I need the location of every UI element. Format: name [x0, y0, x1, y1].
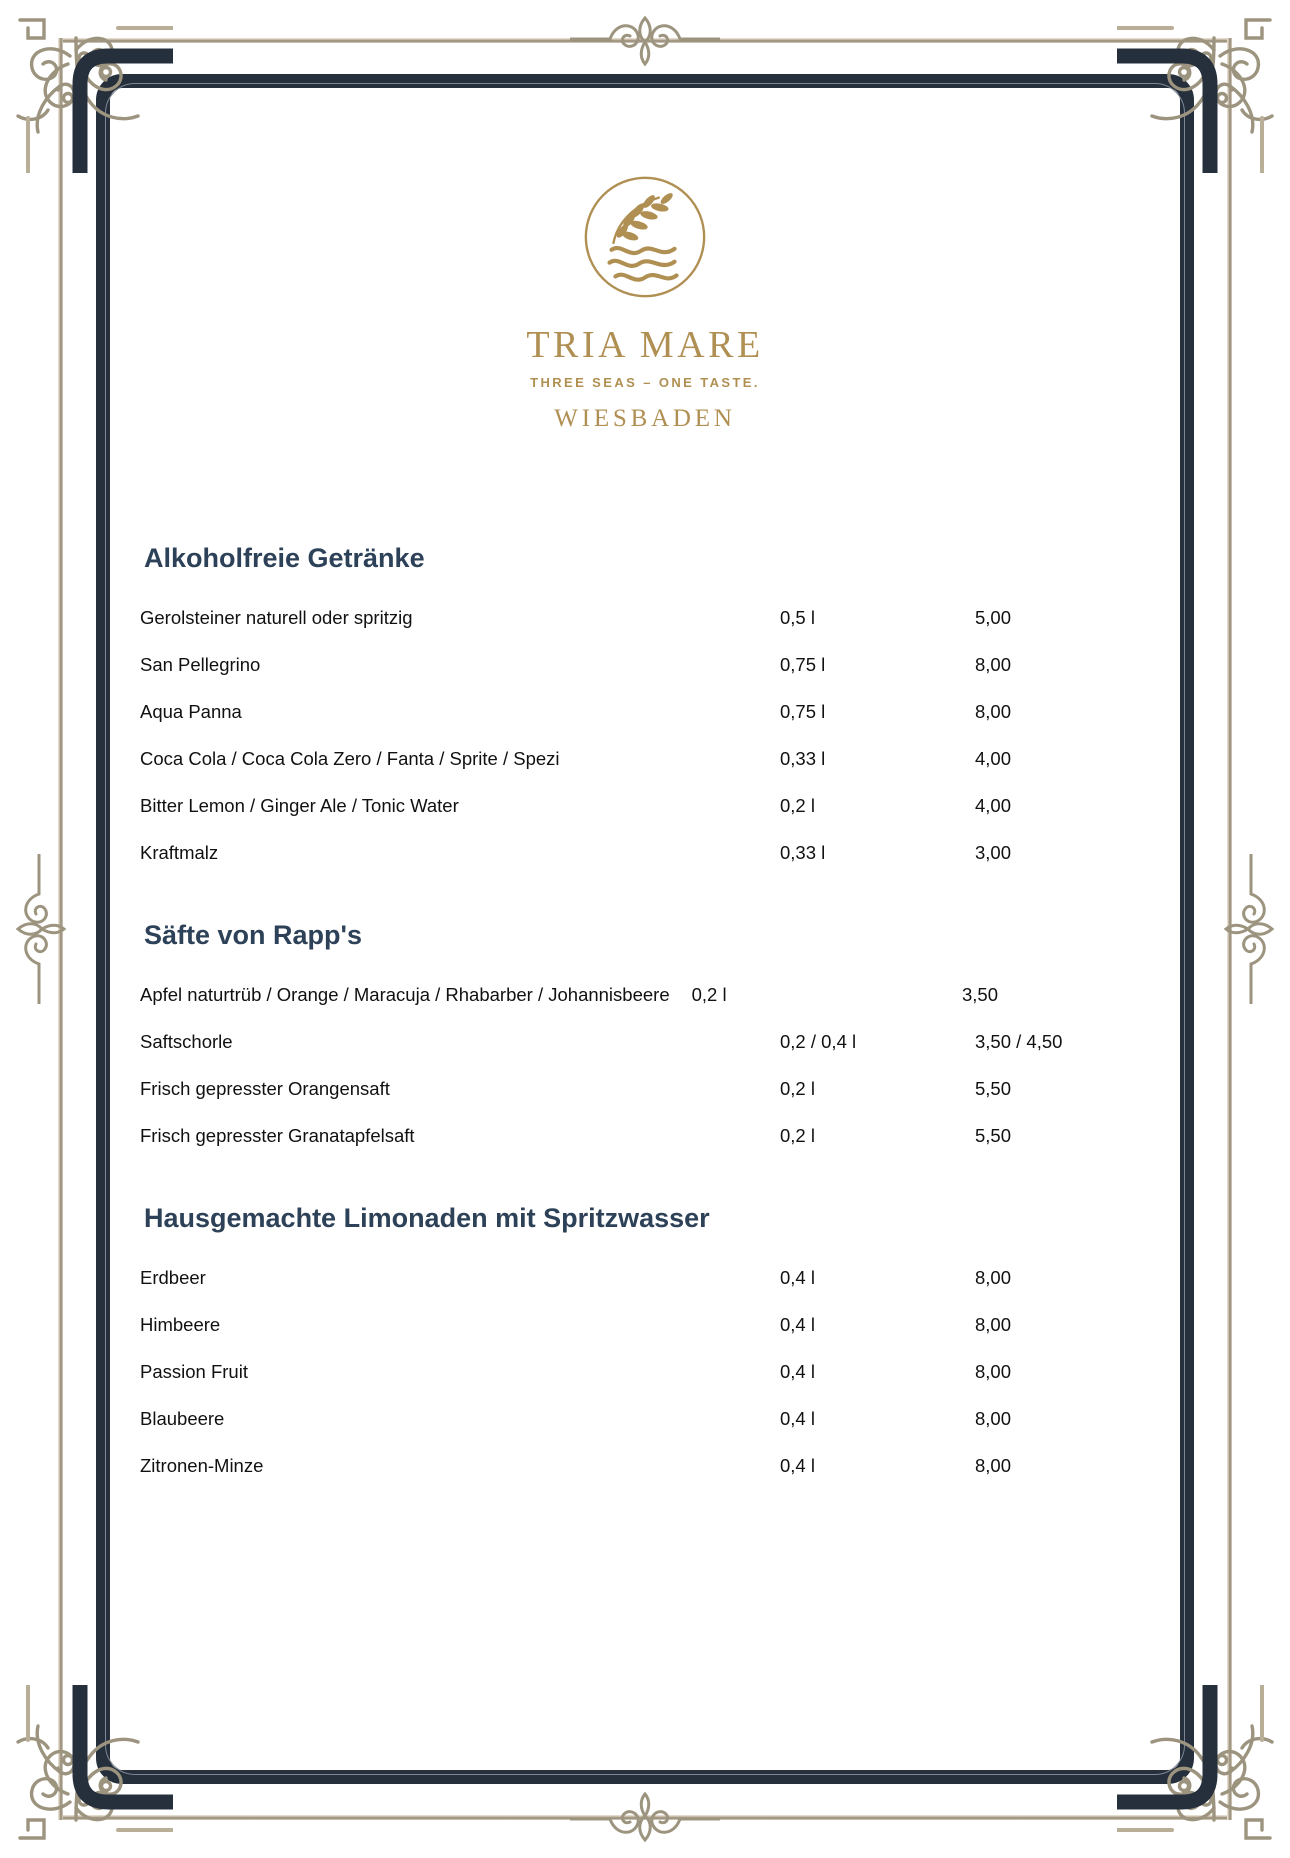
- menu-item-volume: 0,4 l: [780, 1360, 815, 1382]
- menu-item-list: [140, 971, 1150, 1159]
- menu-item-name: Frisch gepresster Granatapfelsaft: [140, 1124, 415, 1146]
- menu-item-row: [140, 594, 1150, 641]
- menu-item-volume: 0,5 l: [780, 606, 815, 628]
- menu-item-row: [140, 1018, 1150, 1065]
- menu-content: [140, 120, 1150, 1738]
- menu-item-row: [140, 1395, 1150, 1442]
- menu-item-row: [140, 1301, 1150, 1348]
- menu-item-row: [140, 688, 1150, 735]
- menu-sections: [140, 543, 1150, 1489]
- menu-item-row: [140, 1065, 1150, 1112]
- menu-item-row: [140, 782, 1150, 829]
- menu-item-volume: 0,2 l: [780, 794, 815, 816]
- brand-header: [140, 120, 1150, 433]
- menu-item-name: Apfel naturtrüb / Orange / Maracuja / Rhabarber / Johannisbeere: [140, 983, 670, 1005]
- section-title: Säfte von Rapp's: [144, 920, 362, 950]
- ornament-right-icon: [1220, 854, 1282, 1004]
- menu-item-row: [140, 641, 1150, 688]
- menu-item-volume: 0,75 l: [780, 700, 826, 722]
- menu-item-volume: 0,4 l: [780, 1454, 815, 1476]
- menu-item-name: Bitter Lemon / Ginger Ale / Tonic Water: [140, 794, 459, 816]
- menu-item-volume: 0,2 l: [691, 983, 727, 1005]
- menu-item-volume: 0,2 / 0,4 l: [780, 1030, 857, 1052]
- brand-city: WIESBADEN: [554, 405, 736, 432]
- menu-item-price: 8,00: [975, 1266, 1012, 1288]
- menu-item-name: Gerolsteiner naturell oder spritzig: [140, 606, 413, 628]
- menu-item-price: 5,50: [975, 1124, 1012, 1146]
- menu-section: [140, 543, 1150, 876]
- menu-item-price: 3,50: [961, 983, 998, 1005]
- menu-item-price: 8,00: [975, 653, 1012, 675]
- menu-item-name: Zitronen-Minze: [140, 1454, 264, 1476]
- menu-item-price: 3,00: [975, 841, 1012, 863]
- menu-item-name: Passion Fruit: [140, 1360, 248, 1382]
- menu-item-price: 8,00: [975, 700, 1012, 722]
- menu-item-volume: 0,4 l: [780, 1313, 815, 1335]
- menu-item-name: Saftschorle: [140, 1030, 233, 1052]
- menu-item-volume: 0,4 l: [780, 1407, 815, 1429]
- menu-item-row: [140, 1112, 1150, 1159]
- menu-item-price: 5,00: [975, 606, 1012, 628]
- menu-section: [140, 1203, 1150, 1489]
- menu-item-price: 4,00: [975, 747, 1012, 769]
- menu-item-price: 8,00: [975, 1454, 1012, 1476]
- menu-item-name: Frisch gepresster Orangensaft: [140, 1077, 390, 1099]
- section-title: Alkoholfreie Getränke: [144, 543, 425, 573]
- menu-item-name: Aqua Panna: [140, 700, 242, 722]
- menu-item-list: [140, 594, 1150, 876]
- menu-item-volume: 0,2 l: [780, 1077, 815, 1099]
- menu-item-volume: 0,4 l: [780, 1266, 815, 1288]
- menu-item-price: 8,00: [975, 1360, 1012, 1382]
- menu-item-name: Kraftmalz: [140, 841, 219, 863]
- ornament-bottom-icon: [570, 1788, 720, 1850]
- menu-item-price: 8,00: [975, 1313, 1012, 1335]
- menu-item-volume: 0,33 l: [780, 747, 826, 769]
- menu-item-name: Erdbeer: [140, 1266, 206, 1288]
- menu-item-volume: 0,2 l: [780, 1124, 815, 1146]
- menu-item-row: [140, 829, 1150, 876]
- brand-name: TRIA MARE: [526, 324, 764, 366]
- menu-item-price: 3,50 / 4,50: [975, 1030, 1063, 1052]
- ornament-top-icon: [570, 8, 720, 70]
- menu-item-price: 5,50: [975, 1077, 1012, 1099]
- menu-item-row: [140, 735, 1150, 782]
- menu-item-row: [140, 1442, 1150, 1489]
- brand-tagline: THREE SEAS – ONE TASTE.: [530, 375, 760, 390]
- menu-item-row: [140, 1348, 1150, 1395]
- ornament-left-icon: [8, 854, 70, 1004]
- menu-item-price: 8,00: [975, 1407, 1012, 1429]
- menu-item-name: Blaubeere: [140, 1407, 225, 1429]
- tria-mare-logo-icon: [576, 168, 714, 306]
- menu-item-row: [140, 1254, 1150, 1301]
- menu-section: [140, 920, 1150, 1159]
- menu-item-name: San Pellegrino: [140, 653, 261, 675]
- menu-item-list: [140, 1254, 1150, 1489]
- menu-item-row: [140, 971, 1150, 1018]
- menu-item-volume: 0,33 l: [780, 841, 826, 863]
- menu-item-name: Himbeere: [140, 1313, 221, 1335]
- menu-item-volume: 0,75 l: [780, 653, 826, 675]
- menu-item-name: Coca Cola / Coca Cola Zero / Fanta / Sprite / Spezi: [140, 747, 560, 769]
- menu-item-price: 4,00: [975, 794, 1012, 816]
- section-title: Hausgemachte Limonaden mit Spritzwasser: [144, 1203, 710, 1233]
